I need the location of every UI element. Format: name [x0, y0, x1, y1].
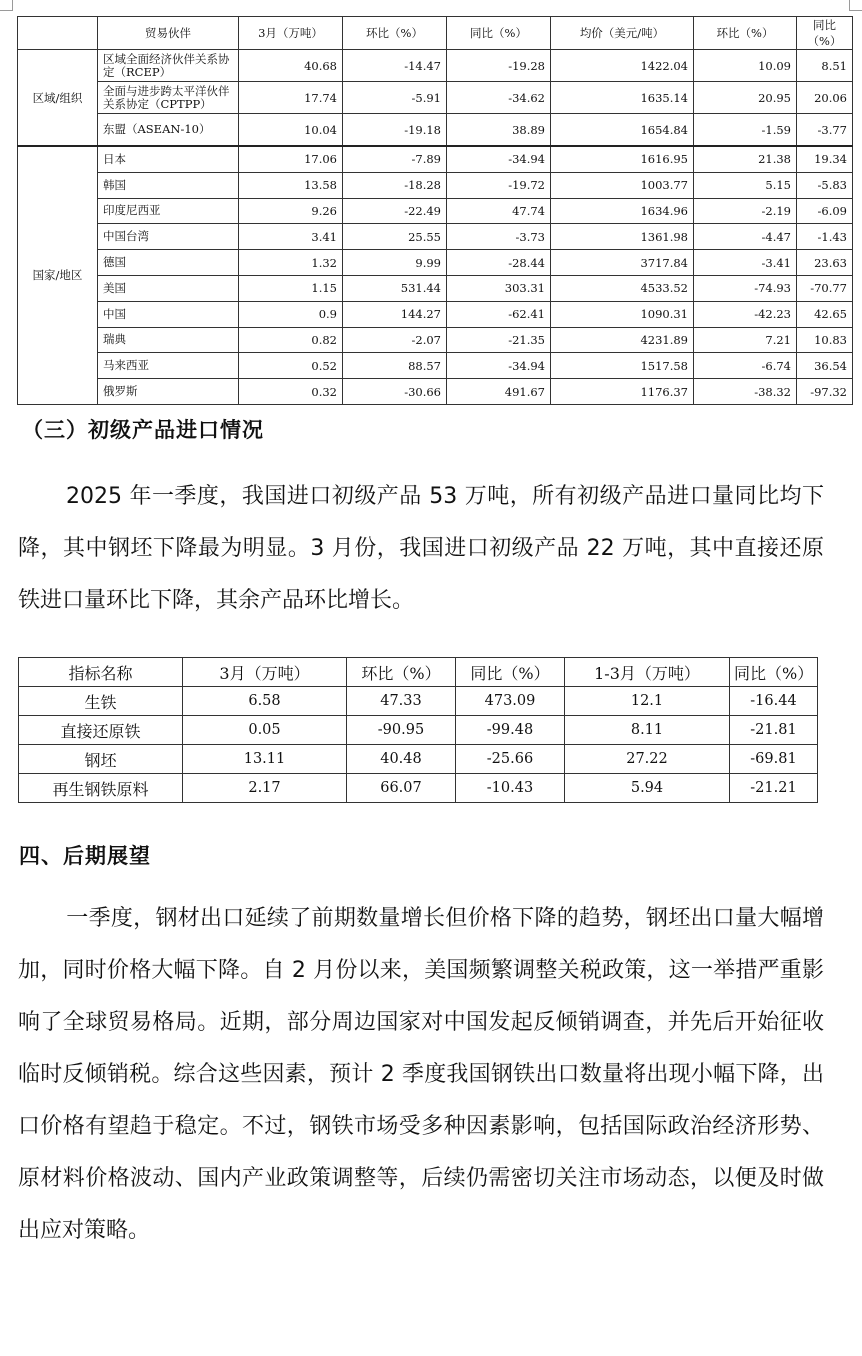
table-row [19, 687, 818, 716]
table-cell: -38.32 [694, 379, 797, 405]
table-cell: 20.95 [694, 82, 797, 114]
table-cell: 66.07 [347, 774, 456, 803]
table-cell: 3.41 [239, 224, 343, 250]
table-cell: 1422.04 [551, 50, 694, 82]
table-row [18, 275, 853, 301]
table-cell: 1003.77 [551, 172, 694, 198]
indicator-name: 再生钢铁原料 [19, 774, 183, 803]
partner-name: 日本 [98, 146, 239, 172]
table-cell: 21.38 [694, 146, 797, 172]
table-cell: 4231.89 [551, 327, 694, 353]
table-cell: 0.82 [239, 327, 343, 353]
column-header: 同比（%） [456, 658, 565, 687]
partner-name: 韩国 [98, 172, 239, 198]
table-cell: -3.73 [447, 224, 551, 250]
table-cell: 1517.58 [551, 353, 694, 379]
column-header: 同比（%） [797, 17, 853, 50]
paragraph-outlook [18, 893, 824, 1257]
paragraph-text: 一季度，钢材出口延续了前期数量增长但价格下降的趋势，钢坯出口量大幅增加，同时价格大幅下降。自 2 月份以来，美国频繁调整关税政策，这一举措严重影响了全球贸易格局。近期，部分周边国家对中国发起反倾销调查，并先后开始征收临时反倾销税。综合这些因素，预计 2 季度我国钢铁出口数量将出现小幅下降，出口价格有望趋于稳定。不过，钢铁市场受多种因素影响，包括国际政治经济形势、原材料价格波动、国内产业政策调整等，后续仍需密切关注市场动态，以便及时做出应对策略。 [18, 906, 824, 1243]
table-cell: -4.47 [694, 224, 797, 250]
table-header-row [19, 658, 818, 687]
partner-name: 中国台湾 [98, 224, 239, 250]
section-heading-primary-products: （三）初级产品进口情况 [22, 418, 264, 442]
table-cell: 17.06 [239, 146, 343, 172]
table-cell: -6.74 [694, 353, 797, 379]
table-row [18, 301, 853, 327]
table-cell: 47.33 [347, 687, 456, 716]
table-cell: 1.32 [239, 250, 343, 276]
table-row [18, 250, 853, 276]
table-cell: 13.58 [239, 172, 343, 198]
table-cell: 1616.95 [551, 146, 694, 172]
table-cell: -14.47 [343, 50, 447, 82]
table-row [18, 146, 853, 172]
table-cell: 10.09 [694, 50, 797, 82]
table-cell: 1634.96 [551, 198, 694, 224]
table-cell: -34.94 [447, 146, 551, 172]
table-cell: -1.43 [797, 224, 853, 250]
table-cell: -70.77 [797, 275, 853, 301]
table-cell: 303.31 [447, 275, 551, 301]
table-cell: 0.52 [239, 353, 343, 379]
table-row [18, 224, 853, 250]
partner-name: 东盟（ASEAN-10） [98, 114, 239, 147]
table-cell: 531.44 [343, 275, 447, 301]
page-corner-mark-right [849, 0, 862, 11]
column-header: 3月（万吨） [183, 658, 347, 687]
partner-name: 德国 [98, 250, 239, 276]
table-cell: -21.81 [730, 716, 818, 745]
partner-name: 俄罗斯 [98, 379, 239, 405]
table-cell: 10.83 [797, 327, 853, 353]
page-corner-mark-left [0, 0, 13, 11]
table-row [18, 353, 853, 379]
table-cell: 0.32 [239, 379, 343, 405]
partner-name: 全面与进步跨太平洋伙伴关系协定（CPTPP） [98, 82, 239, 114]
table-row [18, 379, 853, 405]
table-cell: -18.28 [343, 172, 447, 198]
column-header: 1-3月（万吨） [565, 658, 730, 687]
table-cell: 27.22 [565, 745, 730, 774]
table-row [18, 82, 853, 114]
table-row [18, 327, 853, 353]
table-row [18, 114, 853, 147]
partner-name: 美国 [98, 275, 239, 301]
table-row [18, 50, 853, 82]
table-row [19, 774, 818, 803]
table-cell: 7.21 [694, 327, 797, 353]
table-cell: 491.67 [447, 379, 551, 405]
table-cell: -74.93 [694, 275, 797, 301]
table-cell: -21.35 [447, 327, 551, 353]
table-cell: 25.55 [343, 224, 447, 250]
table-row [19, 716, 818, 745]
paragraph-primary-products [18, 471, 824, 627]
indicator-name: 钢坯 [19, 745, 183, 774]
section-heading-outlook: 四、后期展望 [19, 844, 151, 868]
column-header: 同比（%） [730, 658, 818, 687]
table-cell: 20.06 [797, 82, 853, 114]
table-cell: 88.57 [343, 353, 447, 379]
table-cell: -5.83 [797, 172, 853, 198]
partner-name: 中国 [98, 301, 239, 327]
primary-products-table [18, 657, 818, 803]
table-cell: 36.54 [797, 353, 853, 379]
table-cell: -16.44 [730, 687, 818, 716]
table-cell: 42.65 [797, 301, 853, 327]
table-cell: 1.15 [239, 275, 343, 301]
table-cell: 0.9 [239, 301, 343, 327]
table-header-row [18, 17, 853, 50]
table-cell: 12.1 [565, 687, 730, 716]
column-header: 同比（%） [447, 17, 551, 50]
table-cell: 1090.31 [551, 301, 694, 327]
table-row [18, 198, 853, 224]
table-cell: 23.63 [797, 250, 853, 276]
table-cell: -25.66 [456, 745, 565, 774]
table-cell: 4533.52 [551, 275, 694, 301]
table-cell: -90.95 [347, 716, 456, 745]
table-cell: 40.68 [239, 50, 343, 82]
column-header: 3月（万吨） [239, 17, 343, 50]
table-cell: 47.74 [447, 198, 551, 224]
table-row [19, 745, 818, 774]
table-cell: 40.48 [347, 745, 456, 774]
table-cell: 1635.14 [551, 82, 694, 114]
table-cell: 0.05 [183, 716, 347, 745]
table-cell: 8.11 [565, 716, 730, 745]
table-cell: -3.77 [797, 114, 853, 147]
table-cell: 6.58 [183, 687, 347, 716]
table-cell: -2.19 [694, 198, 797, 224]
table-cell: 38.89 [447, 114, 551, 147]
column-header: 指标名称 [19, 658, 183, 687]
column-header: 环比（%） [694, 17, 797, 50]
table-cell: 1176.37 [551, 379, 694, 405]
table-cell: -5.91 [343, 82, 447, 114]
trade-partner-table [17, 16, 853, 405]
table-cell: -3.41 [694, 250, 797, 276]
partner-name: 瑞典 [98, 327, 239, 353]
column-header: 均价（美元/吨） [551, 17, 694, 50]
indicator-name: 生铁 [19, 687, 183, 716]
table-cell: 19.34 [797, 146, 853, 172]
partner-name: 区域全面经济伙伴关系协定（RCEP） [98, 50, 239, 82]
partner-name: 印度尼西亚 [98, 198, 239, 224]
table-cell: -62.41 [447, 301, 551, 327]
table-cell: 2.17 [183, 774, 347, 803]
table-cell: 8.51 [797, 50, 853, 82]
table-cell: -19.18 [343, 114, 447, 147]
table-cell: -42.23 [694, 301, 797, 327]
table-cell: 9.26 [239, 198, 343, 224]
table-cell: 13.11 [183, 745, 347, 774]
table-cell: -7.89 [343, 146, 447, 172]
table-cell: 144.27 [343, 301, 447, 327]
indicator-name: 直接还原铁 [19, 716, 183, 745]
table-cell: -2.07 [343, 327, 447, 353]
table-cell: -99.48 [456, 716, 565, 745]
column-header: 环比（%） [347, 658, 456, 687]
table-cell: -22.49 [343, 198, 447, 224]
column-header: 贸易伙伴 [98, 17, 239, 50]
table-cell: 5.94 [565, 774, 730, 803]
table-cell: -10.43 [456, 774, 565, 803]
table-cell: -69.81 [730, 745, 818, 774]
table-cell: -1.59 [694, 114, 797, 147]
table-cell: 1361.98 [551, 224, 694, 250]
table-row [18, 172, 853, 198]
table-cell: 1654.84 [551, 114, 694, 147]
table-cell: -34.94 [447, 353, 551, 379]
paragraph-text: 2025 年一季度，我国进口初级产品 53 万吨，所有初级产品进口量同比均下降，其中钢坯下降最为明显。3 月份，我国进口初级产品 22 万吨，其中直接还原铁进口量环比下降，其余产品环比增长。 [18, 484, 824, 613]
partner-name: 马来西亚 [98, 353, 239, 379]
group-label: 国家/地区 [18, 146, 98, 404]
table-cell: 10.04 [239, 114, 343, 147]
table-cell: 5.15 [694, 172, 797, 198]
table-cell: -28.44 [447, 250, 551, 276]
column-header: 环比（%） [343, 17, 447, 50]
table-cell: 17.74 [239, 82, 343, 114]
table-cell: -30.66 [343, 379, 447, 405]
group-label: 区域/组织 [18, 50, 98, 147]
table-cell: 473.09 [456, 687, 565, 716]
table-cell: -19.72 [447, 172, 551, 198]
table-cell: -21.21 [730, 774, 818, 803]
table-cell: -97.32 [797, 379, 853, 405]
table-cell: -19.28 [447, 50, 551, 82]
table-cell: -6.09 [797, 198, 853, 224]
table-cell: 3717.84 [551, 250, 694, 276]
column-header [18, 17, 98, 50]
table-cell: -34.62 [447, 82, 551, 114]
table-cell: 9.99 [343, 250, 447, 276]
